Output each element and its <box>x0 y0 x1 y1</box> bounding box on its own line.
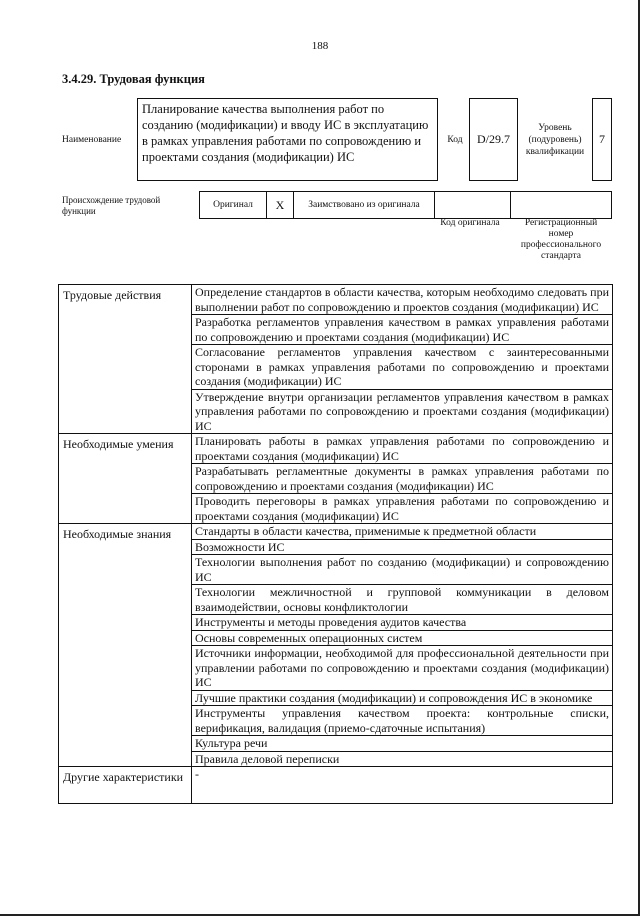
skill-item: Проводить переговоры в рамках управления работами по сопровождению и проектами создания (модификации) ИС <box>192 494 613 524</box>
function-details-table <box>58 284 613 804</box>
knowledge-item: Технологии межличностной и групповой коммуникации в деловом взаимодействии, основы конфликтологии <box>192 585 613 615</box>
origin-table <box>199 191 612 219</box>
knowledge-item: Инструменты управления качеством проекта: контрольные списки, верификация, валидация (приемо-сдаточные испытания) <box>192 706 613 736</box>
registration-number-cell <box>511 192 612 219</box>
section-heading: 3.4.29. Трудовая функция <box>62 72 205 86</box>
knowledge-item: Возможности ИС <box>192 539 613 555</box>
table-row <box>59 767 613 804</box>
knowledge-item: Культура речи <box>192 736 613 752</box>
table-row <box>59 285 613 315</box>
skills-label: Необходимые умения <box>59 434 192 524</box>
labor-action-item: Определение стандартов в области качества, которым необходимо следовать при выполнении работ по сопровождению и проектов создания (модификации) ИС <box>192 285 613 315</box>
knowledge-item: Лучшие практики создания (модификации) и сопровождения ИС в экономике <box>192 690 613 706</box>
code-value: D/29.7 <box>469 98 518 181</box>
labor-actions-label: Трудовые действия <box>59 285 192 434</box>
borrowed-label: Заимствовано из оригинала <box>294 192 435 219</box>
table-row <box>59 434 613 464</box>
labor-action-item: Разработка регламентов управления качеством в рамках управления работами по сопровождению и проектами создания (модификации) ИС <box>192 315 613 345</box>
code-label: Код <box>447 134 463 145</box>
knowledge-label: Необходимые знания <box>59 524 192 767</box>
knowledge-item: Источники информации, необходимой для профессиональной деятельности при управлении работами по сопровождению и проектами создания (модификации) ИС <box>192 646 613 691</box>
level-label: Уровень (подуровень) квалификации <box>525 122 585 157</box>
labor-action-item: Утверждение внутри организации регламентов управления качеством в рамках управления работами по сопровождению и проектами создания (модификации) ИС <box>192 389 613 434</box>
original-mark: X <box>267 192 294 219</box>
code-caption: Код оригинала <box>440 218 500 228</box>
origin-label: Происхождение трудовой функции <box>62 195 161 216</box>
other-characteristics-value: - <box>192 767 613 804</box>
knowledge-item: Технологии выполнения работ по созданию (модификации) и сопровождению ИС <box>192 555 613 585</box>
original-label: Оригинал <box>200 192 267 219</box>
reg-caption: Регистрационный номер профессионального стандарта <box>520 218 602 261</box>
name-label: Наименование <box>62 135 122 145</box>
skill-item: Планировать работы в рамках управления работами по сопровождению и проектами создания (модификации) ИС <box>192 434 613 464</box>
page-number: 188 <box>311 40 329 52</box>
other-characteristics-label: Другие характеристики <box>59 767 192 804</box>
knowledge-item: Инструменты и методы проведения аудитов качества <box>192 615 613 631</box>
level-value: 7 <box>592 98 612 181</box>
knowledge-item: Основы современных операционных систем <box>192 630 613 646</box>
original-code-cell <box>435 192 511 219</box>
table-row <box>59 524 613 540</box>
labor-action-item: Согласование регламентов управления качеством с заинтересованными сторонами в рамках управления работами по сопровождению и проектами создания (модификации) ИС <box>192 345 613 390</box>
function-name: Планирование качества выполнения работ по созданию (модификации) и вводу ИС в эксплуатацию в рамках управления работами по сопровождению и проектами создания (модификации) ИС <box>137 98 438 181</box>
knowledge-item: Стандарты в области качества, применимые к предметной области <box>192 524 613 540</box>
skill-item: Разрабатывать регламентные документы в рамках управления работами по сопровождению и проектами создания (модификации) ИС <box>192 464 613 494</box>
knowledge-item: Правила деловой переписки <box>192 751 613 767</box>
